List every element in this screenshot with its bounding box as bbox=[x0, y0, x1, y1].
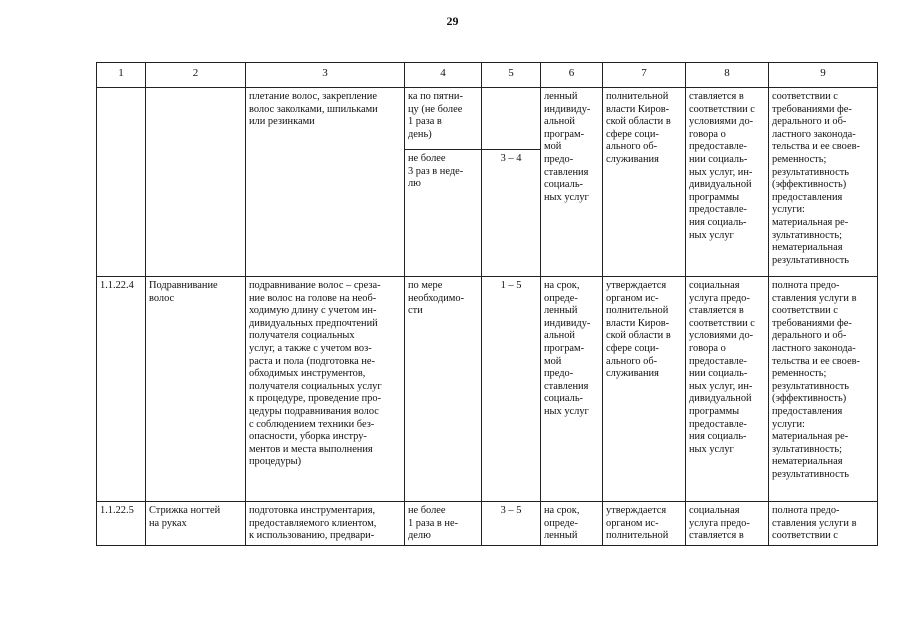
header-cell: 8 bbox=[686, 63, 769, 88]
cell-tariff: полнительной власти Киров- ской области в сфере соци- ального об- служивания bbox=[603, 88, 686, 277]
cell-description: плетание волос, закрепление волос заколками, шпильками или резинками bbox=[246, 88, 405, 277]
cell-frequency: ка по пятни- цу (не более 1 раза в день) bbox=[405, 88, 482, 150]
cell-description: подравнивание волос – среза- ние волос на голове на необ- ходимую длину с учетом ин- дивидуальных предпочтений получателя социальных услуг, а также с учетом воз- раста и пола (подготовка не- обходимых инструментов, получателя социальных услуг к процедуре, проведение про- цедуры подравнивания волос с соблюдением техники без- опасности, уборка инстру- ментов и места выполнения процедуры) bbox=[246, 277, 405, 502]
header-cell: 7 bbox=[603, 63, 686, 88]
cell-conditions: социальная услуга предо- ставляется в соответствии с условиями до- говора о предоставле- нии социаль- ных услуг, ин- дивидуальной программы предоставле- ния социаль- ных услуг bbox=[686, 277, 769, 502]
cell-tariff: утверждается органом ис- полнительной bbox=[603, 502, 686, 546]
header-cell: 5 bbox=[482, 63, 541, 88]
cell-units bbox=[482, 88, 541, 150]
cell-quality: полнота предо- ставления услуги в соответствии с bbox=[769, 502, 878, 546]
cell-frequency: не более 3 раз в неде- лю bbox=[405, 150, 482, 277]
cell-tariff: утверждается органом ис- полнительной власти Киров- ской области в сфере соци- ального об- служивания bbox=[603, 277, 686, 502]
table-header-row bbox=[97, 63, 878, 88]
cell-description: подготовка инструментария, предоставляемого клиентом, к использованию, предвари- bbox=[246, 502, 405, 546]
header-cell: 4 bbox=[405, 63, 482, 88]
header-cell: 9 bbox=[769, 63, 878, 88]
header-cell: 3 bbox=[246, 63, 405, 88]
header-cell: 2 bbox=[146, 63, 246, 88]
cell-frequency: не более 1 раза в не- делю bbox=[405, 502, 482, 546]
table-row bbox=[97, 502, 878, 546]
cell-quality: полнота предо- ставления услуги в соответствии с требованиями фе- дерального и об- ластного законода- тельства и ее своев- ременность; результативность (эффективность) предоставления услуги: материальная ре- зультативность; нематериальная результативность bbox=[769, 277, 878, 502]
cell-term: ленный индивиду- альной програм- мой предо- ставления социаль- ных услуг bbox=[541, 88, 603, 277]
cell-name: Стрижка ногтей на руках bbox=[146, 502, 246, 546]
cell-term: на срок, опреде- ленный bbox=[541, 502, 603, 546]
cell-code: 1.1.22.5 bbox=[97, 502, 146, 546]
cell-term: на срок, опреде- ленный индивиду- альной програм- мой предо- ставления социаль- ных услуг bbox=[541, 277, 603, 502]
cell-name: Подравнивание волос bbox=[146, 277, 246, 502]
cell-conditions: ставляется в соответствии с условиями до- говора о предоставле- нии социаль- ных услуг, ин- дивидуальной программы предоставле- ния социаль- ных услуг bbox=[686, 88, 769, 277]
page-number: 29 bbox=[446, 14, 459, 28]
cell-conditions: социальная услуга предо- ставляется в bbox=[686, 502, 769, 546]
table-row bbox=[97, 88, 878, 150]
cell-name bbox=[146, 88, 246, 277]
cell-code: 1.1.22.4 bbox=[97, 277, 146, 502]
cell-units: 1 – 5 bbox=[482, 277, 541, 502]
cell-code bbox=[97, 88, 146, 277]
cell-units: 3 – 4 bbox=[482, 150, 541, 277]
table-row bbox=[97, 277, 878, 502]
header-cell: 6 bbox=[541, 63, 603, 88]
cell-units: 3 – 5 bbox=[482, 502, 541, 546]
services-table bbox=[96, 62, 878, 546]
header-cell: 1 bbox=[97, 63, 146, 88]
cell-quality: соответствии с требованиями фе- дерального и об- ластного законода- тельства и ее своев- ременность; результативность (эффективность) предоставления услуги: материальная ре- зультативность; нематериальная результативность bbox=[769, 88, 878, 277]
cell-frequency: по мере необходимо- сти bbox=[405, 277, 482, 502]
